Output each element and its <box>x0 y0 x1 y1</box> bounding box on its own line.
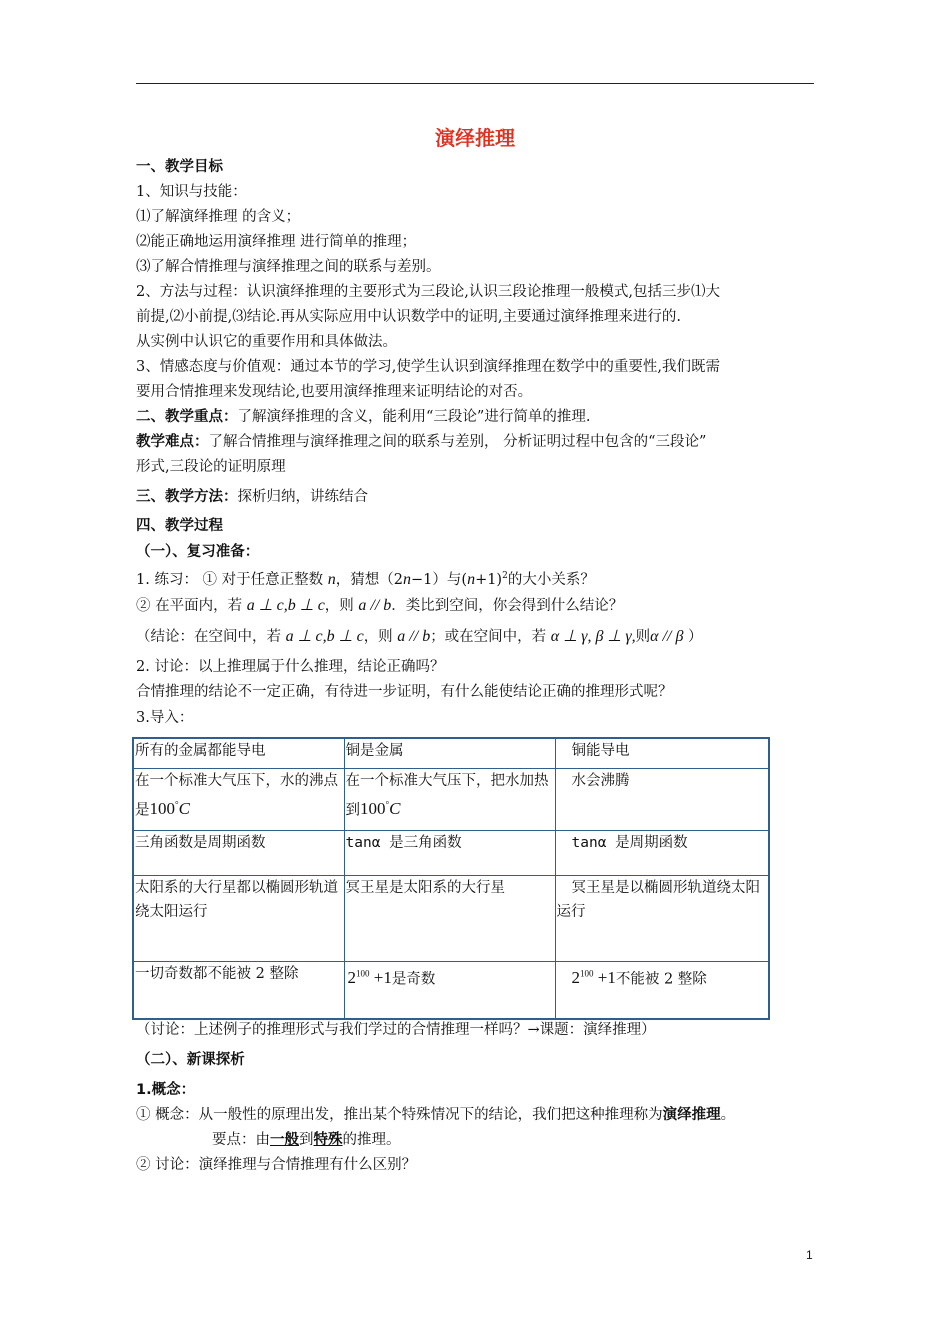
cell-text: 在一个标准大气压下，水的沸点是 <box>135 772 338 819</box>
power-expression <box>346 968 392 987</box>
s1-line-8: 3、情感态度与价值观：通过本节的学习,使学生认识到演绎推理在数学中的重要性,我们既需 <box>136 359 720 375</box>
subsection-review-heading: （一）、复习准备： <box>136 544 260 560</box>
table-cell: 所有的金属都能导电 <box>133 738 344 768</box>
table-cell: 水会沸腾 <box>555 768 769 830</box>
exercise-1-n-2: n <box>403 570 412 588</box>
temp-number: 100 <box>360 799 386 819</box>
conclusion-text-a: （结论：在空间中，若 <box>136 629 286 645</box>
exercise-2-math-2: a // b <box>358 597 392 614</box>
intro-label: 3.导入： <box>136 710 194 726</box>
exercise-2-math-1: a ⊥ c,b ⊥ c <box>246 597 325 614</box>
conclusion-math-1: a ⊥ c,b ⊥ c <box>285 628 364 645</box>
header-rule <box>136 83 814 84</box>
table-cell: 铜能导电 <box>555 738 769 768</box>
table-cell: 三角函数是周期函数 <box>133 830 344 875</box>
subsection-new-lesson-heading: （二）、新课探析 <box>136 1052 245 1068</box>
table-cell <box>555 961 769 1019</box>
key-points-text: 了解演绎推理的含义，能利用“三段论”进行简单的推理. <box>237 409 591 425</box>
s1-line-4: ⑶了解合情推理与演绎推理之间的联系与差别。 <box>136 259 441 275</box>
cell-text: 不能被 2 整除 <box>615 971 707 988</box>
pow-base: 2 <box>347 968 356 988</box>
temperature-value: 100°C <box>149 799 190 819</box>
table-cell <box>344 961 555 1019</box>
s1-line-5: 2、方法与过程：认识演绎推理的主要形式为三段论,认识三段论推理一般模式,包括三步⑴大 <box>136 284 720 300</box>
discussion-line-2: 合情推理的结论不一定正确，有待进一步证明，有什么能使结论正确的推理形式呢？ <box>136 684 673 700</box>
cell-text: 冥王星是以椭圆形轨道绕太阳运行 <box>556 879 760 920</box>
concept-text-c: 。 <box>720 1107 736 1123</box>
exercise-1 <box>136 566 595 590</box>
exercise-1-text-e: 的大小关系？ <box>507 571 595 588</box>
key-points-line <box>136 407 590 427</box>
concept-text-a: ① 概念：从一般性的原理出发，推出某个特殊情况下的结论，我们把这种推理称为 <box>136 1107 663 1123</box>
temperature-value-2: 100°C <box>360 799 401 819</box>
exercise-2-text-c: ．类比到空间，你会得到什么结论？ <box>391 598 624 614</box>
exercise-2-text-b: ，则 <box>324 598 359 614</box>
temp-unit: C <box>389 799 401 819</box>
exercise-1-text-b: ，猜想（2 <box>335 571 404 588</box>
s1-line-6: 前提,⑵小前提,⑶结论.再从实际应用中认识数学中的证明,主要通过演绎推理来进行的. <box>136 309 682 325</box>
methods-line <box>136 487 368 507</box>
conclusion-text-d: 则 <box>635 629 651 645</box>
page-title: 演绎推理 <box>435 126 515 150</box>
s1-line-9: 要用合情推理来发现结论,也要用演绎推理来证明结论的对否。 <box>136 384 533 400</box>
concept-term: 演绎推理 <box>662 1107 721 1123</box>
table-row <box>133 738 769 768</box>
discussion-line: 2. 讨论：以上推理属于什么推理，结论正确吗？ <box>136 659 445 675</box>
s1-line-3: ⑵能正确地运用演绎推理 进行简单的推理； <box>136 234 417 250</box>
s1-line-1: 1、知识与技能： <box>136 184 247 200</box>
key-point-text-a: 要点：由 <box>212 1132 270 1148</box>
temp-number: 100 <box>149 799 175 819</box>
s1-line-2: ⑴了解演绎推理 的含义； <box>136 209 301 225</box>
syllogism-table <box>132 737 770 1020</box>
section-3-heading: 三、教学方法： <box>136 489 238 505</box>
table-row <box>133 875 769 961</box>
table-cell <box>555 875 769 961</box>
table-cell <box>133 768 344 830</box>
pow-base: 2 <box>571 968 580 988</box>
table-cell: tanα 是三角函数 <box>344 830 555 875</box>
exercise-1-text-d: +1) <box>475 571 503 588</box>
exercise-1-sup: 2 <box>502 571 508 581</box>
pow-plus: +1 <box>369 968 392 988</box>
section-1-heading: 一、教学目标 <box>136 159 223 175</box>
table-note: （讨论：上述例子的推理形式与我们学过的合情推理一样吗？→课题：演绎推理） <box>136 1022 656 1038</box>
table-cell: 一切奇数都不能被 2 整除 <box>133 961 344 1019</box>
conclusion-text-e: ） <box>683 629 703 645</box>
key-point-special: 特殊 <box>313 1132 343 1148</box>
key-point-text-c: 到 <box>299 1132 314 1148</box>
exercise-2-text-a: ② 在平面内，若 <box>136 598 247 614</box>
table-cell: 冥王星是太阳系的大行星 <box>344 875 555 961</box>
concept-key-point <box>212 1130 401 1150</box>
conclusion-text-c: ；或在空间中，若 <box>430 629 551 645</box>
s1-line-7: 从实例中认识它的重要作用和具体做法。 <box>136 334 397 350</box>
table-cell: 太阳系的大行星都以椭圆形轨道绕太阳运行 <box>133 875 344 961</box>
cell-text: 在一个标准大气压下，把水加热到 <box>345 772 549 819</box>
difficulty-heading: 教学难点： <box>136 434 209 450</box>
exercise-1-text-c: −1）与( <box>411 571 468 588</box>
table-row <box>133 961 769 1019</box>
pow-exp: 100 <box>356 968 370 979</box>
pow-plus: +1 <box>593 968 616 988</box>
table-cell <box>344 768 555 830</box>
page-number: 1 <box>806 1248 813 1262</box>
difficulty-line-2: 形式,三段论的证明原理 <box>136 459 286 475</box>
exercise-1-n-3: n <box>467 570 476 588</box>
key-point-text-e: 的推理。 <box>342 1132 401 1148</box>
conclusion-math-3: α ⊥ γ, β ⊥ γ, <box>550 628 636 645</box>
concept-discussion: ② 讨论：演绎推理与合情推理有什么区别？ <box>136 1157 417 1173</box>
difficulty-line <box>136 432 706 452</box>
concept-heading: 1.概念： <box>136 1082 196 1098</box>
pow-exp: 100 <box>580 968 594 979</box>
table-row <box>133 768 769 830</box>
section-2-heading: 二、教学重点： <box>136 409 238 425</box>
conclusion-line <box>136 627 703 647</box>
methods-text: 探析归纳，讲练结合 <box>237 489 368 505</box>
power-expression-2 <box>572 968 616 987</box>
exercise-2 <box>136 596 623 616</box>
table-cell: tanα 是周期函数 <box>555 830 769 875</box>
concept-line-1 <box>136 1105 735 1125</box>
conclusion-math-4: α // β <box>650 628 684 645</box>
conclusion-text-b: ，则 <box>363 629 398 645</box>
exercise-1-text-a: 1. 练习： ① 对于任意正整数 <box>136 571 328 588</box>
section-4-heading: 四、教学过程 <box>136 518 223 534</box>
table-row <box>133 830 769 875</box>
difficulty-text: 了解合情推理与演绎推理之间的联系与差别， 分析证明过程中包含的“三段论” <box>208 434 707 450</box>
exercise-1-n: n <box>327 570 336 588</box>
cell-text: 是奇数 <box>391 971 436 988</box>
temp-unit: C <box>178 799 190 819</box>
conclusion-math-2: a // b <box>397 628 431 645</box>
key-point-general: 一般 <box>270 1132 299 1148</box>
table-cell: 铜是金属 <box>344 738 555 768</box>
